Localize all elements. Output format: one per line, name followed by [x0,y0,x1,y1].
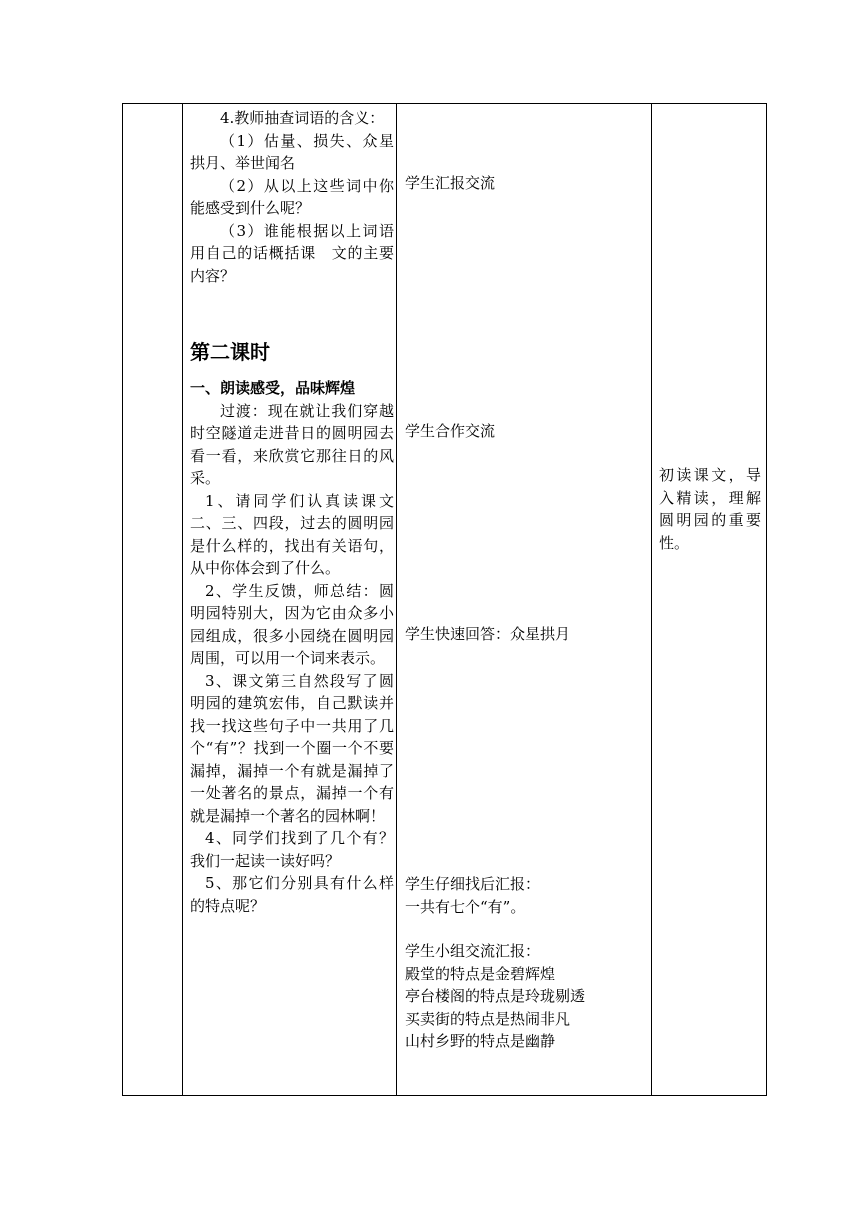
lesson-title: 第二课时 [190,340,270,364]
step-3: 3、课文第三自然段写了圆明园的建筑宏伟，自己默读并找一找这些句子中一共用了几个“有”？找到一个圈一个不要漏掉，漏掉一个有就是漏掉了一处著名的景点，漏掉一个有就是漏掉一个著名的园林啊！ [190,671,394,825]
step-2: 2、学生反馈，师总结：圆明园特别大，因为它由众多小园组成，很多小园绕在圆明园周围，可以用一个词来表示。 [190,581,394,667]
student-activity-5: 学生小组交流汇报： 殿堂的特点是金碧辉煌 亭台楼阁的特点是玲珑剔透 买卖街的特点是热闹非凡 山村乡野的特点是幽静 [405,942,586,1050]
column-divider-2 [396,103,397,1096]
question-4-part-2: （2）从以上这些词中你能感受到什么呢？ [190,176,394,217]
question-4-part-1: （1）估量、损失、众星拱月、举世闻名 [190,131,394,172]
teaching-process-column [190,107,394,917]
column-divider-3 [651,103,652,1096]
student-activity-3: 学生快速回答：众星拱月 [405,625,571,643]
question-4-part-3: （3）谁能根据以上词语用自己的话概括课 文的主要内容？ [190,221,394,285]
student-activity-1: 学生汇报交流 [405,174,496,192]
student-activity-2: 学生合作交流 [405,422,496,440]
transition-text: 过渡：现在就让我们穿越时空隧道走进昔日的圆明园去看一看，来欣赏它那往日的风采。 [190,401,394,487]
step-5: 5、那它们分别具有什么样的特点呢？ [190,874,394,915]
design-intent-note: 初读课文，导入精读，理解圆明园的重要性。 [659,466,761,552]
design-intent-column [659,464,761,554]
section-heading: 一、朗读感受，品味辉煌 [190,379,356,397]
column-divider-1 [182,103,183,1096]
step-4: 4、同学们找到了几个有？我们一起读一读好吗？ [190,829,394,870]
student-activity-4: 学生仔细找后汇报： 一共有七个“有”。 [405,875,541,916]
question-4-intro: 4.教师抽查词语的含义： [220,109,385,127]
step-1: 1、请同学们认真读课文二、三、四段，过去的圆明园是什么样的，找出有关语句，从中你体会到了什么。 [190,491,394,577]
